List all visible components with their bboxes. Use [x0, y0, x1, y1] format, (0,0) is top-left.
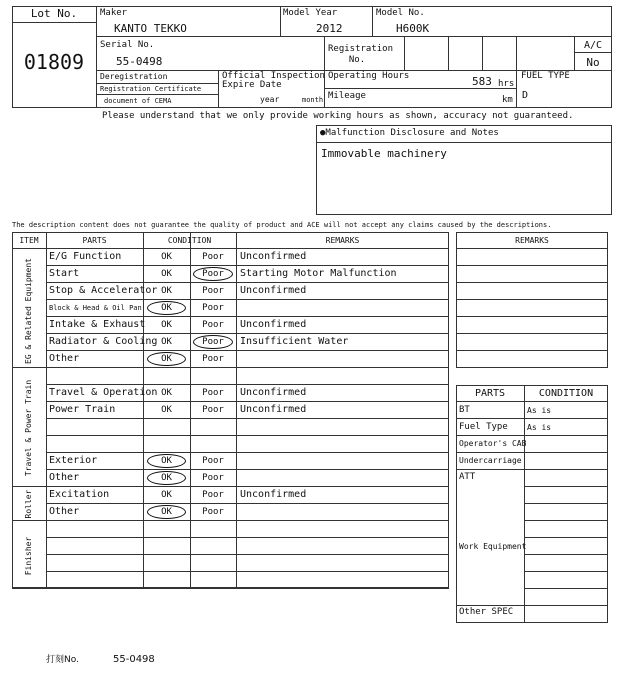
group-travel: Travel & Power Train — [24, 379, 33, 477]
part-label: Other — [49, 472, 80, 483]
header-parts: PARTS — [82, 236, 107, 245]
remark-text: Unconfirmed — [240, 319, 307, 330]
header-item: ITEM — [19, 236, 39, 245]
footer-value: 55-0498 — [113, 654, 155, 665]
mileage-unit: km — [502, 95, 513, 105]
ok-circle-mark — [147, 301, 186, 315]
side-bt-label: BT — [459, 405, 470, 415]
side-work-equipment-label: Work Equipment — [459, 542, 527, 551]
condition-ok: OK — [161, 405, 172, 415]
part-label: Exterior — [49, 455, 98, 466]
fuel-type-label: FUEL TYPE — [521, 71, 570, 81]
condition-poor: Poor — [202, 456, 224, 466]
disclaimer: The description content does not guarantee the quality of product and ACE will not accept any claims caused by the descriptions. — [12, 221, 552, 229]
operating-hours-label: Operating Hours — [328, 71, 410, 81]
condition-ok: OK — [161, 252, 172, 262]
condition-ok: OK — [161, 456, 172, 466]
ok-circle-mark — [147, 454, 186, 468]
mileage-label: Mileage — [328, 91, 366, 101]
side-parts-header: PARTS — [474, 388, 506, 399]
serial-label: Serial No. — [100, 40, 155, 50]
operating-hours-value: 583 — [472, 75, 492, 88]
part-label: Intake & Exhaust — [49, 319, 146, 330]
header-remarks-2: REMARKS — [515, 236, 549, 245]
remark-text: Unconfirmed — [240, 404, 307, 415]
fuel-type-value: D — [522, 90, 529, 101]
condition-poor: Poor — [202, 507, 224, 517]
remark-text: Unconfirmed — [240, 251, 307, 262]
operating-hours-unit: hrs — [498, 79, 515, 89]
condition-ok: OK — [161, 490, 172, 500]
condition-poor: Poor — [202, 303, 224, 313]
malfunction-box — [316, 125, 612, 215]
remark-text: Starting Motor Malfunction — [240, 268, 397, 279]
side-fuel-label: Fuel Type — [459, 422, 508, 432]
header-condition: CONDITION — [167, 236, 212, 245]
ac-value: No — [586, 56, 600, 69]
group-eg: EG & Related Equipment — [24, 258, 33, 364]
condition-poor: Poor — [202, 269, 224, 279]
condition-poor: Poor — [202, 405, 224, 415]
remark-text: Unconfirmed — [240, 387, 307, 398]
condition-poor: Poor — [202, 473, 224, 483]
lot-label: Lot No. — [30, 7, 78, 20]
malfunction-text: Immovable machinery — [321, 147, 447, 160]
side-other-spec-label: Other SPEC — [459, 607, 514, 617]
header-remarks: REMARKS — [325, 236, 360, 245]
model-no-value: H600K — [396, 22, 430, 35]
group-roller: Roller — [24, 489, 33, 519]
inspection-label-1: Official Inspection — [222, 71, 325, 81]
condition-poor: Poor — [202, 252, 224, 262]
registration-no-label: Registration No. — [328, 44, 394, 65]
poor-circle-mark — [193, 267, 233, 281]
remark-text: Insufficient Water — [240, 336, 349, 347]
side-att-label: ATT — [459, 472, 476, 482]
group-finisher: Finisher — [24, 536, 33, 576]
side-condition-header: CONDITION — [538, 388, 594, 399]
condition-ok: OK — [161, 388, 172, 398]
part-label: Start — [49, 268, 80, 279]
condition-ok: OK — [161, 303, 172, 313]
poor-circle-mark — [193, 335, 233, 349]
condition-ok: OK — [161, 320, 172, 330]
condition-poor: Poor — [202, 320, 224, 330]
footer-label: 打刻No. — [46, 655, 79, 665]
maker-label: Maker — [100, 8, 128, 18]
cema-document-label: document of CEMA — [104, 97, 172, 105]
part-label: Excitation — [49, 489, 110, 500]
part-label: Block & Head & Oil Pan — [49, 304, 142, 312]
part-label: Other — [49, 506, 80, 517]
maker-value: KANTO TEKKO — [114, 22, 187, 35]
lot-number: 01809 — [23, 50, 85, 74]
registration-certificate-label: Registration Certificate — [100, 85, 202, 93]
inspection-label-2: Expire Date — [222, 80, 282, 90]
hours-notice: Please understand that we only provide working hours as shown, accuracy not guaranteed. — [102, 111, 574, 121]
part-label: Radiator & Cooling — [49, 336, 158, 347]
ok-circle-mark — [147, 471, 186, 485]
condition-ok: OK — [161, 354, 172, 364]
side-bt-value: As is — [527, 406, 552, 415]
part-label: Stop & Accelerator — [49, 285, 158, 296]
condition-ok: OK — [161, 269, 172, 279]
condition-ok: OK — [161, 507, 172, 517]
deregistration-label: Deregistration — [100, 72, 168, 81]
remark-text: Unconfirmed — [240, 285, 307, 296]
ok-circle-mark — [147, 505, 186, 519]
inspection-year-label: year — [260, 95, 280, 104]
part-label: E/G Function — [49, 251, 122, 262]
condition-poor: Poor — [202, 286, 224, 296]
part-label: Power Train — [49, 404, 116, 415]
condition-poor: Poor — [202, 354, 224, 364]
remarks-table — [456, 232, 608, 368]
side-undercarriage-label: Undercarriage — [459, 456, 522, 465]
condition-poor: Poor — [202, 490, 224, 500]
model-year-label: Model Year — [283, 8, 338, 18]
malfunction-label: ●Malfunction Disclosure and Notes — [320, 128, 499, 138]
serial-value: 55-0498 — [116, 55, 163, 68]
ac-label: A/C — [583, 40, 603, 51]
ok-circle-mark — [147, 352, 186, 366]
inspection-month-label: month — [302, 96, 324, 104]
condition-ok: OK — [161, 337, 172, 347]
condition-poor: Poor — [202, 337, 224, 347]
part-label: Travel & Operation — [49, 387, 158, 398]
model-no-label: Model No. — [376, 8, 425, 18]
remark-text: Unconfirmed — [240, 489, 307, 500]
side-fuel-value: As is — [527, 423, 552, 432]
condition-ok: OK — [161, 286, 172, 296]
condition-ok: OK — [161, 473, 172, 483]
condition-poor: Poor — [202, 388, 224, 398]
side-cab-label: Operator's CAB — [459, 439, 527, 448]
part-label: Other — [49, 353, 80, 364]
model-year-value: 2012 — [316, 22, 343, 35]
